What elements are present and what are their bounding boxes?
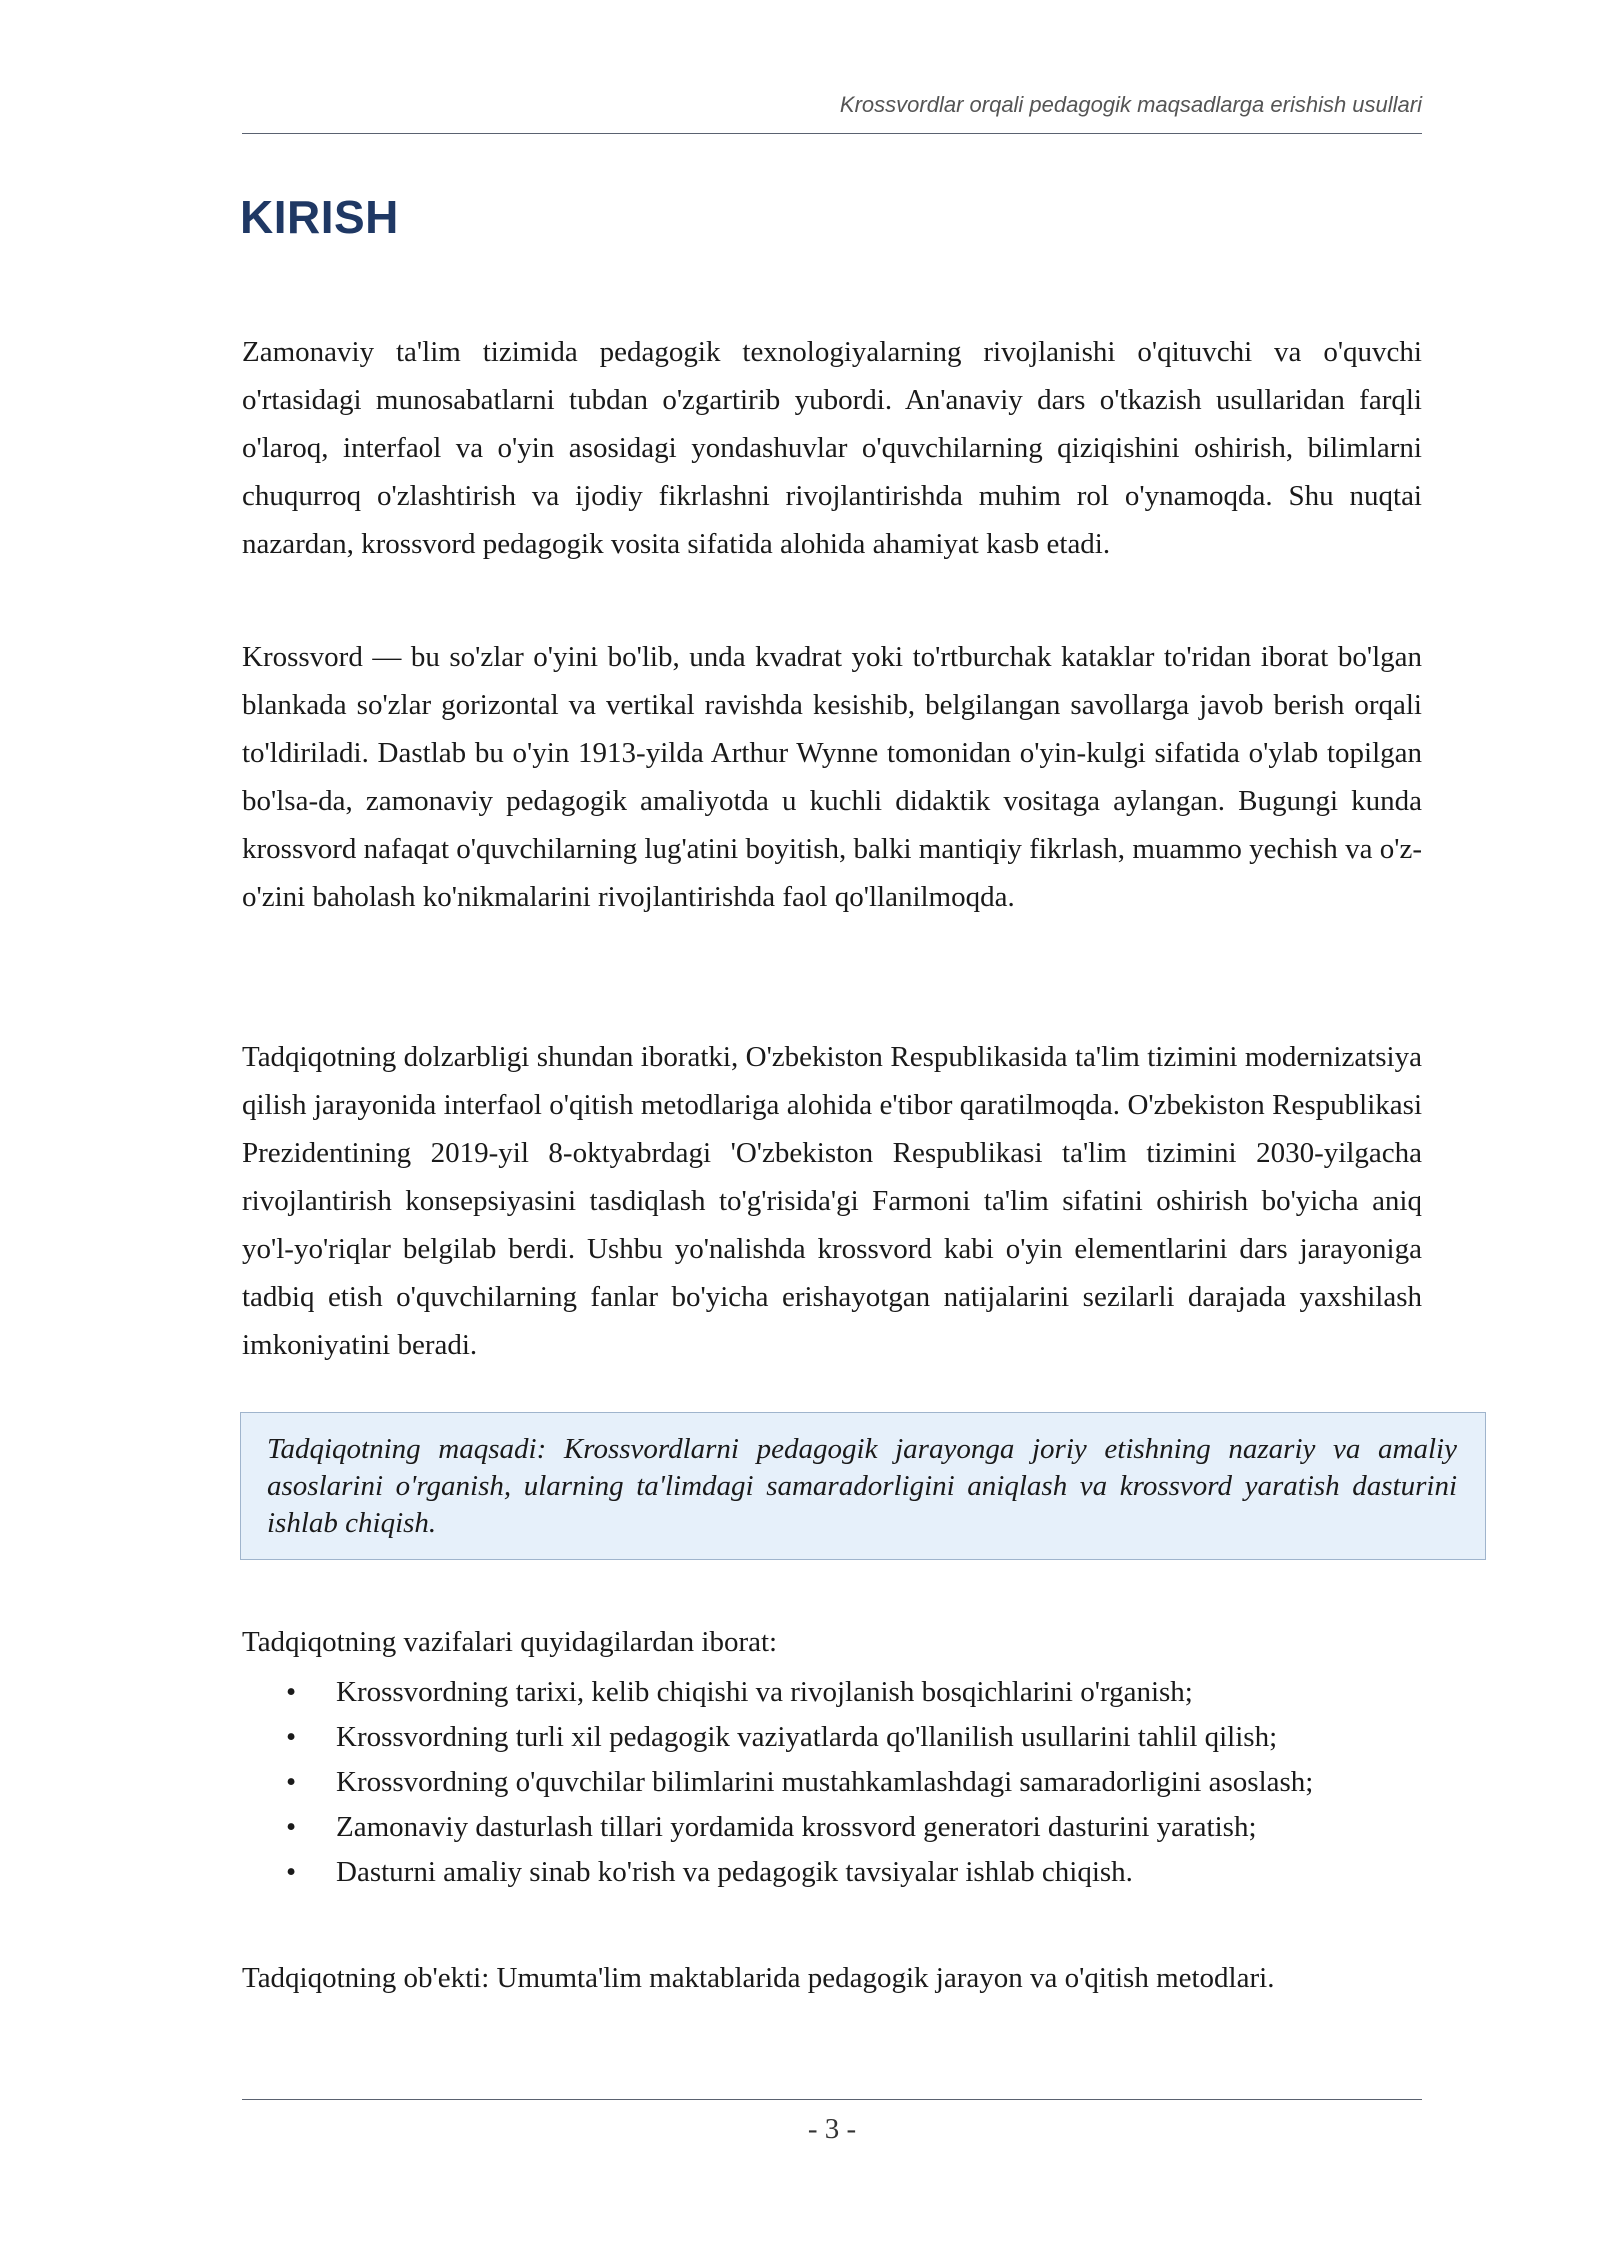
task-text: Dasturni amaliy sinab ko'rish va pedagogik tavsiyalar ishlab chiqish. — [336, 1856, 1133, 1888]
bullet-icon: • — [286, 1766, 297, 1798]
relevance-paragraph: Tadqiqotning dolzarbligi shundan iboratki, O'zbekiston Respublikasida ta'lim tizimini modernizatsiya qilish jarayonida interfaol o'qitish metodlariga alohida e'tibor qaratilmoqda. O'zbekiston Respublikasi Prezidentining 2019-yil 8-oktyabrdagi 'O'zbekiston Respublikasi ta'lim tizimini 2030-yilgacha rivojlantirish konsepsiyasini tasdiqlash to'g'risida'gi Farmoni ta'lim sifatini oshirish bo'yicha aniq yo'l-yo'riqlar belgilab berdi. Ushbu yo'nalishda krossvord kabi o'yin elementlarini dars jarayoniga tadbiq etish o'quvchilarning fanlar bo'yicha erishayotgan natijalarini sezilarli darajada yaxshilash imkoniyatini beradi. — [242, 1041, 1422, 1361]
task-list-item — [242, 1670, 1422, 1715]
bullet-icon: • — [286, 1811, 297, 1843]
research-object-paragraph: Tadqiqotning ob'ekti: Umumta'lim maktablarida pedagogik jarayon va o'qitish metodlari. — [242, 1962, 1275, 1994]
header-rule — [242, 133, 1422, 134]
footer-rule — [242, 2099, 1422, 2100]
task-list-item — [242, 1715, 1422, 1760]
research-aim-text: Tadqiqotning maqsadi: Krossvordlarni pedagogik jarayonga joriy etishning nazariy va amaliy asoslarini o'rganish, ularning ta'limdagi samaradorligini aniqlash va krossvord yaratish dasturini ishlab chiqish. — [267, 1433, 1457, 1539]
intro-paragraph: Zamonaviy ta'lim tizimida pedagogik texnologiyalarning rivojlanishi o'qituvchi va o'quvchi o'rtasidagi munosabatlarni tubdan o'zgartirib yubordi. An'anaviy dars o'tkazish usullaridan farqli o'laroq, interfaol va o'yin asosidagi yondashuvlar o'quvchilarning qiziqishini oshirish, bilimlarni chuqurroq o'zlashtirish va ijodiy fikrlashni rivojlantirishda muhim rol o'ynamoqda. Shu nuqtai nazardan, krossvord pedagogik vosita sifatida alohida ahamiyat kasb etadi. — [242, 336, 1422, 560]
task-list — [242, 1670, 1422, 1895]
task-text: Zamonaviy dasturlash tillari yordamida krossvord generatori dasturini yaratish; — [336, 1811, 1257, 1843]
bullet-icon: • — [286, 1856, 297, 1888]
task-text: Krossvordning o'quvchilar bilimlarini mustahkamlashdagi samaradorligini asoslash; — [336, 1766, 1314, 1798]
page-number: - 3 - — [807, 2113, 857, 2145]
task-list-item — [242, 1850, 1422, 1895]
bullet-icon: • — [286, 1721, 297, 1753]
research-aim-box — [240, 1412, 1486, 1560]
task-text: Krossvordning tarixi, kelib chiqishi va rivojlanish bosqichlarini o'rganish; — [336, 1676, 1193, 1708]
task-list-item — [242, 1805, 1422, 1850]
tasks-intro: Tadqiqotning vazifalari quyidagilardan iborat: — [242, 1626, 778, 1658]
bullet-icon: • — [286, 1676, 297, 1708]
task-text: Krossvordning turli xil pedagogik vaziyatlarda qo'llanilish usullarini tahlil qilish; — [336, 1721, 1278, 1753]
crossword-definition-paragraph: Krossvord — bu so'zlar o'yini bo'lib, unda kvadrat yoki to'rtburchak kataklar to'ridan iborat bo'lgan blankada so'zlar gorizontal va vertikal ravishda kesishib, belgilangan savollarga javob berish orqali to'ldiriladi. Dastlab bu o'yin 1913-yilda Arthur Wynne tomonidan o'yin-kulgi sifatida o'ylab topilgan bo'lsa-da, zamonaviy pedagogik amaliyotda u kuchli didaktik vositaga aylangan. Bugungi kunda krossvord nafaqat o'quvchilarning lug'atini boyitish, balki mantiqiy fikrlash, muammo yechish va o'z-o'zini baholash ko'nikmalarini rivojlantirishda faol qo'llanilmoqda. — [242, 641, 1422, 913]
chapter-title: KIRISH — [240, 191, 399, 243]
task-list-item — [242, 1760, 1422, 1805]
running-header: Krossvordlar orqali pedagogik maqsadlarga erishish usullari — [839, 92, 1422, 117]
